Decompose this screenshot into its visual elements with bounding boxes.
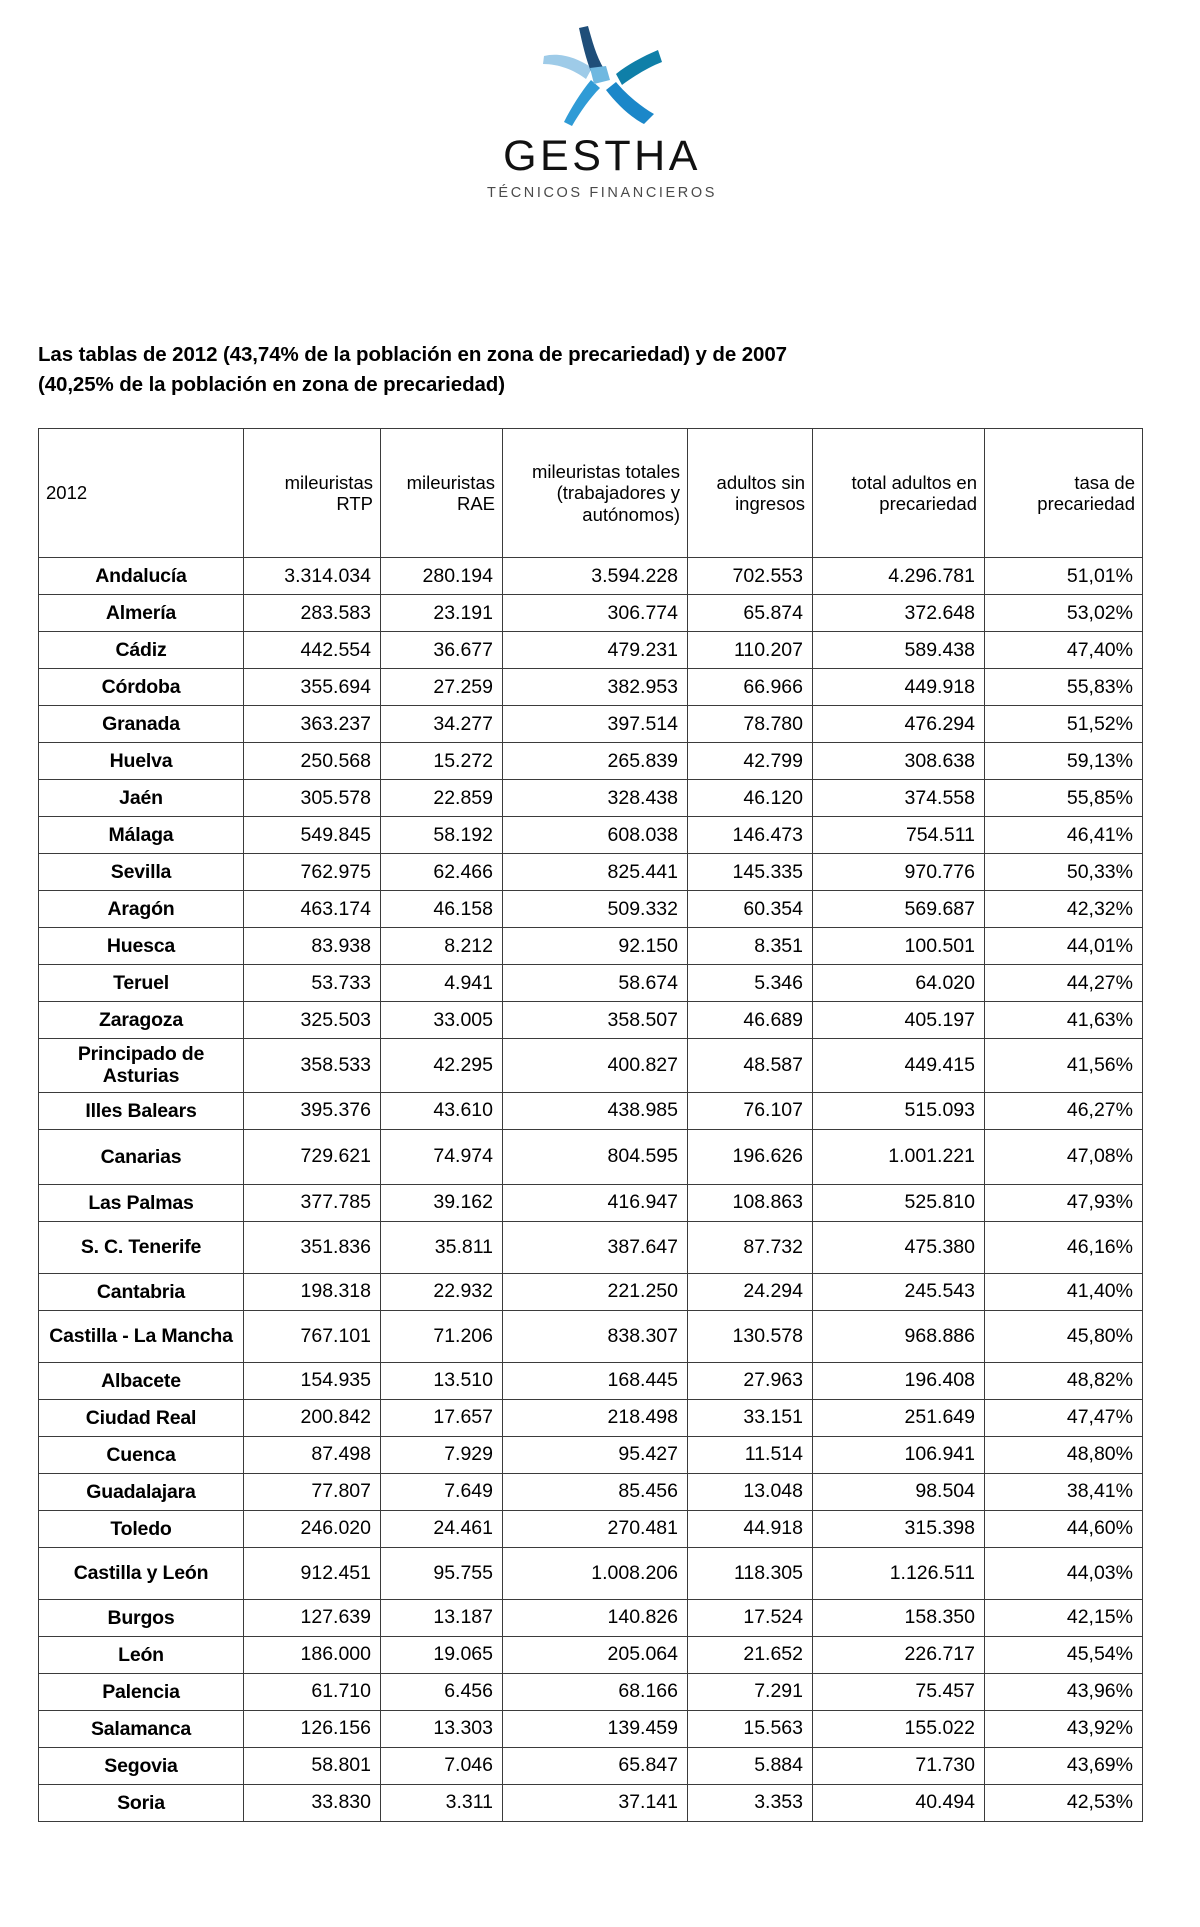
- table-header-row: [39, 429, 1143, 558]
- cell-adultos-sin-ingresos: 15.563: [688, 1710, 813, 1747]
- cell-mileuristas-rtp: 549.845: [244, 817, 381, 854]
- cell-total-adultos-precariedad: 475.380: [813, 1221, 985, 1273]
- cell-mileuristas-totales: 140.826: [503, 1599, 688, 1636]
- cell-mileuristas-rae: 42.295: [381, 1039, 503, 1093]
- cell-mileuristas-totales: 218.498: [503, 1399, 688, 1436]
- cell-mileuristas-rtp: 729.621: [244, 1129, 381, 1184]
- cell-mileuristas-totales: 85.456: [503, 1473, 688, 1510]
- column-header-mileuristas-totales: mileuristas totales (trabajadores y autónomos): [503, 429, 688, 558]
- cell-mileuristas-totales: 382.953: [503, 669, 688, 706]
- cell-mileuristas-rtp: 53.733: [244, 965, 381, 1002]
- cell-mileuristas-rae: 280.194: [381, 558, 503, 595]
- cell-mileuristas-rtp: 200.842: [244, 1399, 381, 1436]
- table-row: [39, 1221, 1143, 1273]
- cell-mileuristas-totales: 825.441: [503, 854, 688, 891]
- cell-tasa-precariedad: 47,40%: [985, 632, 1143, 669]
- cell-tasa-precariedad: 48,80%: [985, 1436, 1143, 1473]
- cell-tasa-precariedad: 38,41%: [985, 1473, 1143, 1510]
- table-row: [39, 669, 1143, 706]
- cell-mileuristas-rtp: 358.533: [244, 1039, 381, 1093]
- cell-mileuristas-rae: 13.510: [381, 1362, 503, 1399]
- cell-total-adultos-precariedad: 226.717: [813, 1636, 985, 1673]
- column-header-mileuristas-rtp: mileuristas RTP: [244, 429, 381, 558]
- table-row: [39, 1636, 1143, 1673]
- cell-mileuristas-rae: 6.456: [381, 1673, 503, 1710]
- cell-region-name: Huelva: [39, 743, 244, 780]
- column-header-adultos-sin-ingresos: adultos sin ingresos: [688, 429, 813, 558]
- cell-mileuristas-rtp: 87.498: [244, 1436, 381, 1473]
- cell-mileuristas-rtp: 83.938: [244, 928, 381, 965]
- cell-mileuristas-totales: 65.847: [503, 1747, 688, 1784]
- cell-total-adultos-precariedad: 754.511: [813, 817, 985, 854]
- cell-region-name: León: [39, 1636, 244, 1673]
- cell-tasa-precariedad: 45,54%: [985, 1636, 1143, 1673]
- cell-mileuristas-rae: 46.158: [381, 891, 503, 928]
- cell-mileuristas-rae: 8.212: [381, 928, 503, 965]
- cell-mileuristas-rtp: 77.807: [244, 1473, 381, 1510]
- table-row: [39, 595, 1143, 632]
- cell-adultos-sin-ingresos: 76.107: [688, 1092, 813, 1129]
- table-row: [39, 1362, 1143, 1399]
- cell-mileuristas-rae: 24.461: [381, 1510, 503, 1547]
- cell-adultos-sin-ingresos: 11.514: [688, 1436, 813, 1473]
- cell-mileuristas-rtp: 33.830: [244, 1784, 381, 1821]
- cell-tasa-precariedad: 45,80%: [985, 1310, 1143, 1362]
- table-row: [39, 1092, 1143, 1129]
- cell-mileuristas-totales: 397.514: [503, 706, 688, 743]
- cell-mileuristas-rae: 71.206: [381, 1310, 503, 1362]
- cell-mileuristas-rae: 27.259: [381, 669, 503, 706]
- column-header-total-adultos-precariedad: total adultos en precariedad: [813, 429, 985, 558]
- table-row: [39, 1184, 1143, 1221]
- cell-total-adultos-precariedad: 4.296.781: [813, 558, 985, 595]
- cell-total-adultos-precariedad: 1.001.221: [813, 1129, 985, 1184]
- cell-mileuristas-totales: 139.459: [503, 1710, 688, 1747]
- cell-tasa-precariedad: 41,63%: [985, 1002, 1143, 1039]
- table-row: [39, 1273, 1143, 1310]
- cell-adultos-sin-ingresos: 78.780: [688, 706, 813, 743]
- cell-total-adultos-precariedad: 525.810: [813, 1184, 985, 1221]
- cell-region-name: Las Palmas: [39, 1184, 244, 1221]
- cell-region-name: Ciudad Real: [39, 1399, 244, 1436]
- cell-total-adultos-precariedad: 569.687: [813, 891, 985, 928]
- table-row: [39, 817, 1143, 854]
- cell-total-adultos-precariedad: 315.398: [813, 1510, 985, 1547]
- title-line-2: (40,25% de la población en zona de precariedad): [38, 372, 505, 396]
- cell-mileuristas-rae: 62.466: [381, 854, 503, 891]
- cell-mileuristas-rae: 7.649: [381, 1473, 503, 1510]
- cell-adultos-sin-ingresos: 196.626: [688, 1129, 813, 1184]
- cell-mileuristas-rtp: 246.020: [244, 1510, 381, 1547]
- logo-tagline: TÉCNICOS FINANCIEROS: [486, 185, 718, 202]
- cell-mileuristas-totales: 92.150: [503, 928, 688, 965]
- cell-adultos-sin-ingresos: 60.354: [688, 891, 813, 928]
- column-header-year: 2012: [39, 429, 244, 558]
- gestha-logo: [0, 22, 1200, 201]
- cell-adultos-sin-ingresos: 118.305: [688, 1547, 813, 1599]
- cell-total-adultos-precariedad: 75.457: [813, 1673, 985, 1710]
- cell-mileuristas-rae: 95.755: [381, 1547, 503, 1599]
- cell-mileuristas-rtp: 355.694: [244, 669, 381, 706]
- cell-tasa-precariedad: 43,92%: [985, 1710, 1143, 1747]
- gestha-star-icon: [534, 22, 666, 130]
- cell-mileuristas-rtp: 762.975: [244, 854, 381, 891]
- cell-mileuristas-totales: 221.250: [503, 1273, 688, 1310]
- cell-total-adultos-precariedad: 589.438: [813, 632, 985, 669]
- table-row: [39, 1473, 1143, 1510]
- cell-mileuristas-rtp: 126.156: [244, 1710, 381, 1747]
- table-row: [39, 1784, 1143, 1821]
- cell-mileuristas-totales: 68.166: [503, 1673, 688, 1710]
- cell-mileuristas-totales: 95.427: [503, 1436, 688, 1473]
- cell-adultos-sin-ingresos: 145.335: [688, 854, 813, 891]
- cell-mileuristas-rtp: 912.451: [244, 1547, 381, 1599]
- cell-total-adultos-precariedad: 449.415: [813, 1039, 985, 1093]
- cell-total-adultos-precariedad: 98.504: [813, 1473, 985, 1510]
- cell-mileuristas-rtp: 377.785: [244, 1184, 381, 1221]
- cell-adultos-sin-ingresos: 42.799: [688, 743, 813, 780]
- cell-mileuristas-rae: 3.311: [381, 1784, 503, 1821]
- cell-region-name: Jaén: [39, 780, 244, 817]
- table-row: [39, 1747, 1143, 1784]
- table-row: [39, 1673, 1143, 1710]
- cell-adultos-sin-ingresos: 5.346: [688, 965, 813, 1002]
- cell-tasa-precariedad: 59,13%: [985, 743, 1143, 780]
- cell-tasa-precariedad: 42,32%: [985, 891, 1143, 928]
- cell-region-name: Castilla - La Mancha: [39, 1310, 244, 1362]
- cell-tasa-precariedad: 48,82%: [985, 1362, 1143, 1399]
- page-title: [38, 340, 1148, 399]
- cell-total-adultos-precariedad: 196.408: [813, 1362, 985, 1399]
- cell-mileuristas-totales: 37.141: [503, 1784, 688, 1821]
- cell-region-name: Toledo: [39, 1510, 244, 1547]
- cell-adultos-sin-ingresos: 110.207: [688, 632, 813, 669]
- cell-tasa-precariedad: 53,02%: [985, 595, 1143, 632]
- cell-region-name: Andalucía: [39, 558, 244, 595]
- cell-region-name: Soria: [39, 1784, 244, 1821]
- cell-region-name: Cuenca: [39, 1436, 244, 1473]
- cell-region-name: Cantabria: [39, 1273, 244, 1310]
- cell-tasa-precariedad: 41,56%: [985, 1039, 1143, 1093]
- cell-mileuristas-totales: 1.008.206: [503, 1547, 688, 1599]
- cell-total-adultos-precariedad: 40.494: [813, 1784, 985, 1821]
- cell-adultos-sin-ingresos: 87.732: [688, 1221, 813, 1273]
- cell-region-name: Aragón: [39, 891, 244, 928]
- cell-mileuristas-totales: 328.438: [503, 780, 688, 817]
- cell-mileuristas-rtp: 3.314.034: [244, 558, 381, 595]
- cell-total-adultos-precariedad: 449.918: [813, 669, 985, 706]
- cell-tasa-precariedad: 46,27%: [985, 1092, 1143, 1129]
- cell-region-name: Cádiz: [39, 632, 244, 669]
- cell-mileuristas-rae: 74.974: [381, 1129, 503, 1184]
- cell-total-adultos-precariedad: 64.020: [813, 965, 985, 1002]
- title-line-1: Las tablas de 2012 (43,74% de la población en zona de precariedad) y de 2007: [38, 343, 787, 366]
- cell-mileuristas-rtp: 58.801: [244, 1747, 381, 1784]
- cell-total-adultos-precariedad: 251.649: [813, 1399, 985, 1436]
- cell-tasa-precariedad: 44,60%: [985, 1510, 1143, 1547]
- cell-mileuristas-rae: 13.303: [381, 1710, 503, 1747]
- cell-mileuristas-rtp: 250.568: [244, 743, 381, 780]
- cell-mileuristas-rtp: 186.000: [244, 1636, 381, 1673]
- cell-adultos-sin-ingresos: 48.587: [688, 1039, 813, 1093]
- cell-region-name: Principado de Asturias: [39, 1039, 244, 1093]
- cell-tasa-precariedad: 55,85%: [985, 780, 1143, 817]
- cell-adultos-sin-ingresos: 702.553: [688, 558, 813, 595]
- cell-tasa-precariedad: 47,08%: [985, 1129, 1143, 1184]
- cell-mileuristas-rtp: 305.578: [244, 780, 381, 817]
- cell-region-name: Málaga: [39, 817, 244, 854]
- cell-mileuristas-rae: 22.859: [381, 780, 503, 817]
- cell-total-adultos-precariedad: 158.350: [813, 1599, 985, 1636]
- cell-mileuristas-totales: 265.839: [503, 743, 688, 780]
- cell-tasa-precariedad: 43,69%: [985, 1747, 1143, 1784]
- table-row: [39, 1436, 1143, 1473]
- cell-mileuristas-rae: 7.929: [381, 1436, 503, 1473]
- cell-total-adultos-precariedad: 100.501: [813, 928, 985, 965]
- cell-mileuristas-totales: 306.774: [503, 595, 688, 632]
- cell-total-adultos-precariedad: 155.022: [813, 1710, 985, 1747]
- cell-adultos-sin-ingresos: 33.151: [688, 1399, 813, 1436]
- cell-mileuristas-rtp: 283.583: [244, 595, 381, 632]
- cell-mileuristas-totales: 400.827: [503, 1039, 688, 1093]
- cell-tasa-precariedad: 46,16%: [985, 1221, 1143, 1273]
- cell-mileuristas-rtp: 154.935: [244, 1362, 381, 1399]
- cell-mileuristas-rae: 17.657: [381, 1399, 503, 1436]
- cell-mileuristas-totales: 416.947: [503, 1184, 688, 1221]
- cell-total-adultos-precariedad: 245.543: [813, 1273, 985, 1310]
- cell-adultos-sin-ingresos: 146.473: [688, 817, 813, 854]
- cell-total-adultos-precariedad: 476.294: [813, 706, 985, 743]
- cell-tasa-precariedad: 46,41%: [985, 817, 1143, 854]
- column-header-tasa-precariedad: tasa de precariedad: [985, 429, 1143, 558]
- cell-mileuristas-rtp: 395.376: [244, 1092, 381, 1129]
- cell-adultos-sin-ingresos: 46.120: [688, 780, 813, 817]
- table-row: [39, 743, 1143, 780]
- cell-tasa-precariedad: 50,33%: [985, 854, 1143, 891]
- cell-adultos-sin-ingresos: 65.874: [688, 595, 813, 632]
- cell-tasa-precariedad: 42,53%: [985, 1784, 1143, 1821]
- cell-tasa-precariedad: 43,96%: [985, 1673, 1143, 1710]
- cell-total-adultos-precariedad: 515.093: [813, 1092, 985, 1129]
- cell-mileuristas-totales: 358.507: [503, 1002, 688, 1039]
- table-row: [39, 780, 1143, 817]
- cell-mileuristas-rtp: 198.318: [244, 1273, 381, 1310]
- cell-region-name: Granada: [39, 706, 244, 743]
- precariedad-table-container: [38, 428, 1142, 1822]
- table-row: [39, 854, 1143, 891]
- cell-mileuristas-rae: 13.187: [381, 1599, 503, 1636]
- cell-tasa-precariedad: 47,47%: [985, 1399, 1143, 1436]
- cell-tasa-precariedad: 42,15%: [985, 1599, 1143, 1636]
- cell-total-adultos-precariedad: 1.126.511: [813, 1547, 985, 1599]
- table-row: [39, 928, 1143, 965]
- table-row: [39, 632, 1143, 669]
- cell-region-name: Segovia: [39, 1747, 244, 1784]
- precariedad-table-2012: [38, 428, 1143, 1822]
- cell-adultos-sin-ingresos: 66.966: [688, 669, 813, 706]
- cell-mileuristas-totales: 479.231: [503, 632, 688, 669]
- cell-mileuristas-totales: 387.647: [503, 1221, 688, 1273]
- table-row: [39, 965, 1143, 1002]
- cell-region-name: Guadalajara: [39, 1473, 244, 1510]
- logo-wordmark: GESTHA: [503, 132, 701, 180]
- cell-adultos-sin-ingresos: 130.578: [688, 1310, 813, 1362]
- table-row: [39, 1547, 1143, 1599]
- cell-tasa-precariedad: 47,93%: [985, 1184, 1143, 1221]
- cell-tasa-precariedad: 51,01%: [985, 558, 1143, 595]
- cell-mileuristas-rtp: 325.503: [244, 1002, 381, 1039]
- cell-mileuristas-rtp: 463.174: [244, 891, 381, 928]
- cell-total-adultos-precariedad: 372.648: [813, 595, 985, 632]
- cell-mileuristas-rae: 35.811: [381, 1221, 503, 1273]
- cell-adultos-sin-ingresos: 3.353: [688, 1784, 813, 1821]
- table-row: [39, 891, 1143, 928]
- cell-mileuristas-rtp: 767.101: [244, 1310, 381, 1362]
- cell-region-name: Huesca: [39, 928, 244, 965]
- cell-mileuristas-rae: 34.277: [381, 706, 503, 743]
- cell-total-adultos-precariedad: 106.941: [813, 1436, 985, 1473]
- cell-mileuristas-totales: 509.332: [503, 891, 688, 928]
- cell-mileuristas-rae: 58.192: [381, 817, 503, 854]
- cell-region-name: Canarias: [39, 1129, 244, 1184]
- table-row: [39, 706, 1143, 743]
- cell-mileuristas-rtp: 442.554: [244, 632, 381, 669]
- cell-adultos-sin-ingresos: 8.351: [688, 928, 813, 965]
- table-row: [39, 1399, 1143, 1436]
- cell-mileuristas-totales: 3.594.228: [503, 558, 688, 595]
- cell-mileuristas-rae: 15.272: [381, 743, 503, 780]
- cell-tasa-precariedad: 51,52%: [985, 706, 1143, 743]
- cell-region-name: Zaragoza: [39, 1002, 244, 1039]
- cell-total-adultos-precariedad: 374.558: [813, 780, 985, 817]
- cell-total-adultos-precariedad: 308.638: [813, 743, 985, 780]
- cell-mileuristas-totales: 608.038: [503, 817, 688, 854]
- cell-region-name: Albacete: [39, 1362, 244, 1399]
- cell-region-name: S. C. Tenerife: [39, 1221, 244, 1273]
- cell-tasa-precariedad: 44,01%: [985, 928, 1143, 965]
- table-head: [39, 429, 1143, 558]
- cell-mileuristas-totales: 270.481: [503, 1510, 688, 1547]
- table-body: [39, 558, 1143, 1822]
- cell-tasa-precariedad: 44,27%: [985, 965, 1143, 1002]
- cell-mileuristas-rae: 39.162: [381, 1184, 503, 1221]
- cell-mileuristas-rae: 36.677: [381, 632, 503, 669]
- cell-total-adultos-precariedad: 71.730: [813, 1747, 985, 1784]
- table-row: [39, 1710, 1143, 1747]
- cell-region-name: Teruel: [39, 965, 244, 1002]
- cell-mileuristas-rae: 23.191: [381, 595, 503, 632]
- column-header-mileuristas-rae: mileuristas RAE: [381, 429, 503, 558]
- cell-region-name: Castilla y León: [39, 1547, 244, 1599]
- cell-region-name: Salamanca: [39, 1710, 244, 1747]
- cell-region-name: Burgos: [39, 1599, 244, 1636]
- cell-tasa-precariedad: 44,03%: [985, 1547, 1143, 1599]
- cell-adultos-sin-ingresos: 27.963: [688, 1362, 813, 1399]
- cell-mileuristas-rae: 22.932: [381, 1273, 503, 1310]
- cell-adultos-sin-ingresos: 5.884: [688, 1747, 813, 1784]
- cell-adultos-sin-ingresos: 108.863: [688, 1184, 813, 1221]
- cell-adultos-sin-ingresos: 13.048: [688, 1473, 813, 1510]
- cell-region-name: Sevilla: [39, 854, 244, 891]
- cell-mileuristas-rtp: 363.237: [244, 706, 381, 743]
- cell-adultos-sin-ingresos: 44.918: [688, 1510, 813, 1547]
- cell-mileuristas-rtp: 127.639: [244, 1599, 381, 1636]
- table-row: [39, 1510, 1143, 1547]
- cell-mileuristas-totales: 205.064: [503, 1636, 688, 1673]
- cell-region-name: Córdoba: [39, 669, 244, 706]
- table-row: [39, 1039, 1143, 1093]
- cell-mileuristas-totales: 838.307: [503, 1310, 688, 1362]
- table-row: [39, 1599, 1143, 1636]
- cell-mileuristas-totales: 804.595: [503, 1129, 688, 1184]
- cell-tasa-precariedad: 41,40%: [985, 1273, 1143, 1310]
- cell-adultos-sin-ingresos: 17.524: [688, 1599, 813, 1636]
- cell-mileuristas-totales: 438.985: [503, 1092, 688, 1129]
- cell-mileuristas-rae: 43.610: [381, 1092, 503, 1129]
- cell-mileuristas-rae: 7.046: [381, 1747, 503, 1784]
- cell-mileuristas-rae: 4.941: [381, 965, 503, 1002]
- cell-region-name: Palencia: [39, 1673, 244, 1710]
- cell-total-adultos-precariedad: 405.197: [813, 1002, 985, 1039]
- cell-mileuristas-rae: 19.065: [381, 1636, 503, 1673]
- table-row: [39, 558, 1143, 595]
- cell-mileuristas-rtp: 61.710: [244, 1673, 381, 1710]
- cell-region-name: Almería: [39, 595, 244, 632]
- cell-adultos-sin-ingresos: 21.652: [688, 1636, 813, 1673]
- cell-adultos-sin-ingresos: 46.689: [688, 1002, 813, 1039]
- cell-mileuristas-totales: 58.674: [503, 965, 688, 1002]
- table-row: [39, 1129, 1143, 1184]
- cell-adultos-sin-ingresos: 24.294: [688, 1273, 813, 1310]
- cell-region-name: Illes Balears: [39, 1092, 244, 1129]
- cell-mileuristas-totales: 168.445: [503, 1362, 688, 1399]
- cell-total-adultos-precariedad: 968.886: [813, 1310, 985, 1362]
- table-row: [39, 1310, 1143, 1362]
- cell-mileuristas-rtp: 351.836: [244, 1221, 381, 1273]
- cell-tasa-precariedad: 55,83%: [985, 669, 1143, 706]
- table-row: [39, 1002, 1143, 1039]
- cell-total-adultos-precariedad: 970.776: [813, 854, 985, 891]
- cell-adultos-sin-ingresos: 7.291: [688, 1673, 813, 1710]
- cell-mileuristas-rae: 33.005: [381, 1002, 503, 1039]
